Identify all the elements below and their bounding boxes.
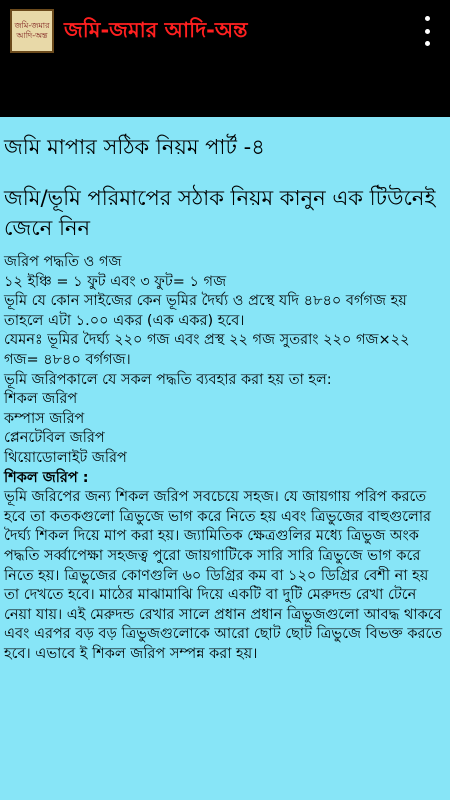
article-line: ১২ ইঞ্চি = ১ ফুট এবং ৩ ফুট= ১ গজ [4,273,227,290]
article-line: ভূমি জরিপকালে যে সকল পদ্ধতি ব্যবহার করা হয় তা হল: [4,371,332,388]
article-line: শিকল জরিপ : [4,469,89,486]
app-logo-icon[interactable] [10,9,54,53]
header-spacer [0,62,450,117]
app-title: জমি-জমার আদি-অন্ত [64,17,248,42]
article-body [4,253,446,664]
article-heading: জমি মাপার সঠিক নিয়ম পার্ট -৪ [4,135,265,159]
article-line: কম্পাস জরিপ [4,410,85,427]
article-line: শিকল জরিপ [4,391,78,408]
app-logo-text-line1: জমি-জমার [14,21,50,30]
overflow-menu-icon[interactable] [420,16,434,46]
app-bar [0,0,450,62]
app-logo-text-line2: আদি-অন্ত [16,31,48,40]
article-line: প্লেনটেবিল জরিপ [4,430,105,447]
article-content[interactable] [0,117,450,800]
article-subheading: জমি/ভূমি পরিমাপের সঠাক নিয়ম কানুন এক টিউনেই জেনে নিন [4,186,436,240]
article-line: থিয়োডোলাইট জরিপ [4,449,127,466]
article-line: ভূমি যে কোন সাইজের কেন ভূমির দৈর্ঘ্য ও প্রস্থে যদি ৪৮৪০ বর্গগজ হয় তাহলে এটা ১.০০ একর (এক একর) হবে। [4,293,407,329]
article-line: জরিপ পদ্ধতি ও গজ [4,254,122,270]
article-line: ভূমি জরিপের জন্য শিকল জরিপ সবচেয়ে সহজ। যে জায়গায় পরিপ করতে হবে তা কতকগুলো ত্রিভুজে ভাগ করে নিতে হয় এবং ত্রিভুজের বাহুগুলোর দৈর্ঘ্য শিকল দিয়ে মাপ করা হয়। জ্যামিতিক ক্ষেত্রগুলির মধ্যে ত্রিভুজ অংক পদ্ধতি সর্ব্বাপেক্ষা সহজত্ব পুরো জায়গাটিকে সারি সারি ত্রিভুজে ভাগ করে নিতে হয়। ত্রিভুজের কোণগুলি ৬০ ডিগ্রির কম বা ১২০ ডিগ্রির বেশী না হয় তা দেখতে হবে। মাঠের মাঝামাঝি দিয়ে একটি বা দুটি মেরুদন্ড রেখা টেনে নেয়া যায়। এই মেরুদন্ড রেখার সালে প্রধান প্রধান ত্রিভুজগুলো আবদ্ধ থাকবে এবং এরপর বড় বড় ত্রিভুজগুলোকে আরো ছোট ছোট ত্রিভুজে বিভক্ত করতে হবে। এভাবে ই শিকল জরিপ সম্পন্ন করা হয়। [4,489,443,662]
article-line: যেমনঃ ভূমির দৈর্ঘ্য ২২০ গজ এবং প্রস্থ ২২ গজ সুতরাং ২২০ গজ×২২ গজ= ৪৮৪০ বর্গগজ। [4,332,410,368]
